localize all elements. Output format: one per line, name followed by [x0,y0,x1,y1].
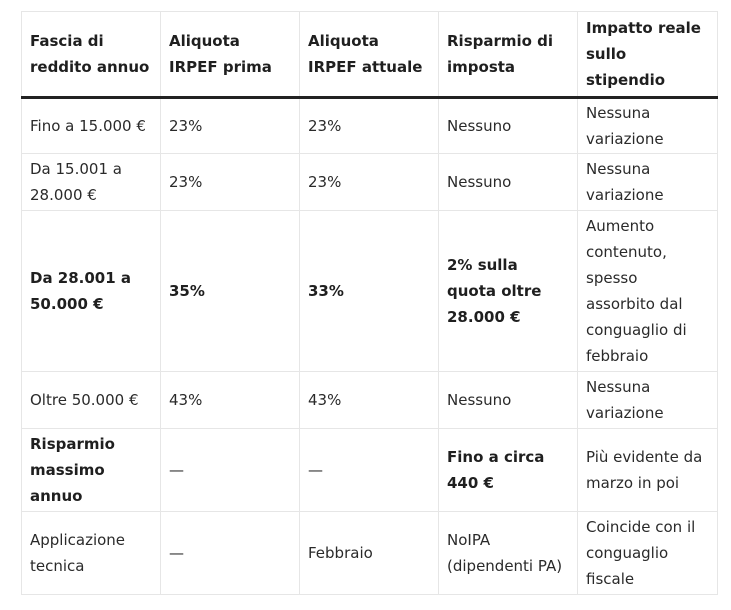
table-cell: Applicazione tecnica [22,512,161,595]
table-cell: NoIPA (dipendenti PA) [439,512,578,595]
table-cell: 43% [161,372,300,429]
header-risparmio: Risparmio di imposta [439,12,578,98]
table-cell: Nessuna variazione [578,98,718,154]
table-cell: Nessuno [439,154,578,211]
table-cell: — [300,429,439,512]
table-cell: — [161,429,300,512]
table-row [22,512,718,595]
table-cell: Aumento contenuto, spesso assorbito dal conguaglio di febbraio [578,211,718,372]
table-cell: Fino a 15.000 € [22,98,161,154]
table-cell: Fino a circa 440 € [439,429,578,512]
header-aliquota-attuale: Aliquota IRPEF attuale [300,12,439,98]
table-cell: Più evidente da marzo in poi [578,429,718,512]
table-cell: 23% [161,154,300,211]
table-cell: — [161,512,300,595]
table-cell: Da 28.001 a 50.000 € [22,211,161,372]
table-cell: 23% [300,154,439,211]
table-row [22,429,718,512]
irpef-table [21,11,718,595]
table-row [22,98,718,154]
table-row [22,154,718,211]
table-cell: 23% [300,98,439,154]
table-cell: Risparmio massimo annuo [22,429,161,512]
table-row [22,372,718,429]
table-cell: 43% [300,372,439,429]
table-cell: 33% [300,211,439,372]
table-cell: Da 15.001 a 28.000 € [22,154,161,211]
table-row-highlight [22,211,718,372]
table-cell: Febbraio [300,512,439,595]
table-header-row [22,12,718,98]
table-cell: 35% [161,211,300,372]
table-cell: Nessuno [439,372,578,429]
table-cell: Nessuna variazione [578,372,718,429]
table-cell: Oltre 50.000 € [22,372,161,429]
header-impatto: Impatto reale sullo stipendio [578,12,718,98]
table-cell: 23% [161,98,300,154]
table-cell: Nessuna variazione [578,154,718,211]
header-aliquota-prima: Aliquota IRPEF prima [161,12,300,98]
table-cell: Coincide con il conguaglio fiscale [578,512,718,595]
table-cell: 2% sulla quota oltre 28.000 € [439,211,578,372]
table-cell: Nessuno [439,98,578,154]
header-fascia: Fascia di reddito annuo [22,12,161,98]
